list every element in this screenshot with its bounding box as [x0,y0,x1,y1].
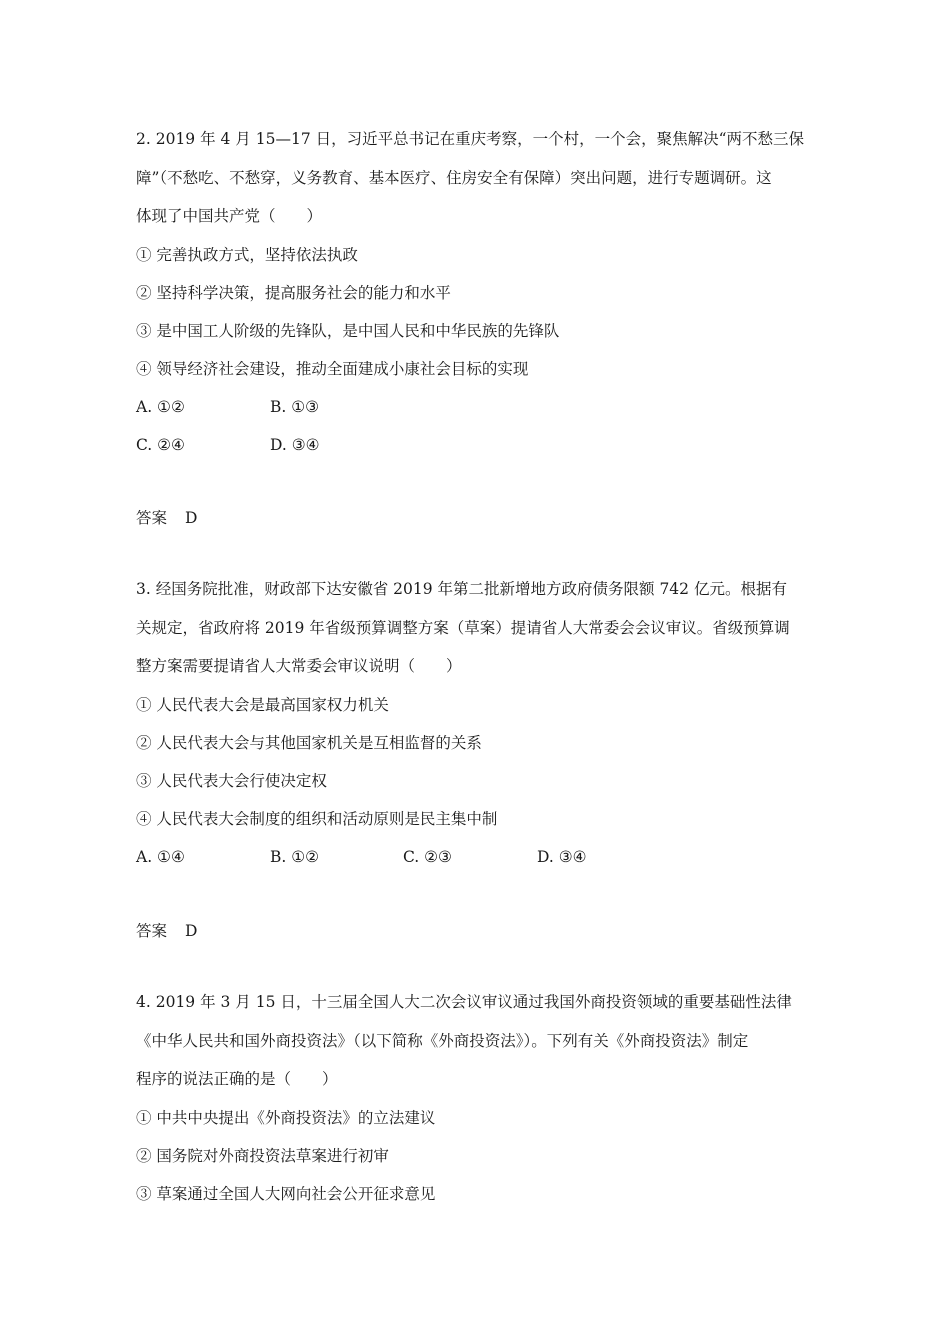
question-option: ① 人民代表大会是最高国家权力机关 [136,695,389,714]
answer-choice-b: B. ①② [270,847,320,866]
question-option: ④ 人民代表大会制度的组织和活动原则是民主集中制 [136,809,498,828]
question-option: ② 国务院对外商投资法草案进行初审 [136,1146,389,1165]
answer-value: D [185,509,198,527]
question-stem-line: 关规定，省政府将 2019 年省级预算调整方案（草案）提请省人大常委会会议审议。省级预算调 [136,618,790,637]
answer-choice-d: D. ③④ [537,847,587,866]
answer-choice-d: D. ③④ [270,435,320,454]
answer-choice-b: B. ①③ [270,397,320,416]
question-option: ① 完善执政方式，坚持依法执政 [136,245,358,264]
question-stem-line: 程序的说法正确的是（ ） [136,1070,338,1088]
answer-label: 答案 [136,922,168,940]
question-option: ② 坚持科学决策，提高服务社会的能力和水平 [136,283,451,302]
question-stem-line: 整方案需要提请省人大常委会审议说明（ ） [136,657,462,675]
question-stem-line: 2. 2019 年 4 月 15—17 日，习近平总书记在重庆考察，一个村，一个会，聚焦解决“两不愁三保 [136,130,805,148]
question-3 [136,570,816,876]
question-stem-line: 3. 经国务院批准，财政部下达安徽省 2019 年第二批新增地方政府债务限额 742 亿元。根据有 [136,580,787,598]
answer-label: 答案 [136,509,168,527]
answer-choice-c: C. ②④ [136,435,185,454]
answer-choices-row [136,426,816,464]
question-option: ③ 草案通过全国人大网向社会公开征求意见 [136,1184,436,1203]
question-stem-line: 4. 2019 年 3 月 15 日，十三届全国人大二次会议审议通过我国外商投资领域的重要基础性法律 [136,993,792,1011]
answer-choice-c: C. ②③ [403,847,452,866]
answer-choice-a: A. ①④ [136,847,185,866]
answer-choice-a: A. ①② [136,397,185,416]
question-4 [136,983,816,1213]
answer-line-q3 [136,919,197,943]
question-stem-line: 体现了中国共产党（ ） [136,207,323,225]
question-option: ④ 领导经济社会建设，推动全面建成小康社会目标的实现 [136,359,529,378]
question-option: ② 人民代表大会与其他国家机关是互相监督的关系 [136,733,482,752]
question-stem-line: 障”（不愁吃、不愁穿，义务教育、基本医疗、住房安全有保障）突出问题，进行专题调研。这 [136,168,772,187]
question-option: ① 中共中央提出《外商投资法》的立法建议 [136,1108,436,1127]
question-stem-line: 《中华人民共和国外商投资法》（以下简称《外商投资法》）。下列有关《外商投资法》制定 [136,1031,749,1050]
question-2 [136,120,816,464]
question-option: ③ 是中国工人阶级的先锋队，是中国人民和中华民族的先锋队 [136,321,560,340]
answer-value: D [185,922,198,940]
answer-choices-row [136,838,816,876]
question-option: ③ 人民代表大会行使决定权 [136,771,327,790]
answer-line-q2 [136,506,197,530]
answer-choices-row [136,388,816,426]
